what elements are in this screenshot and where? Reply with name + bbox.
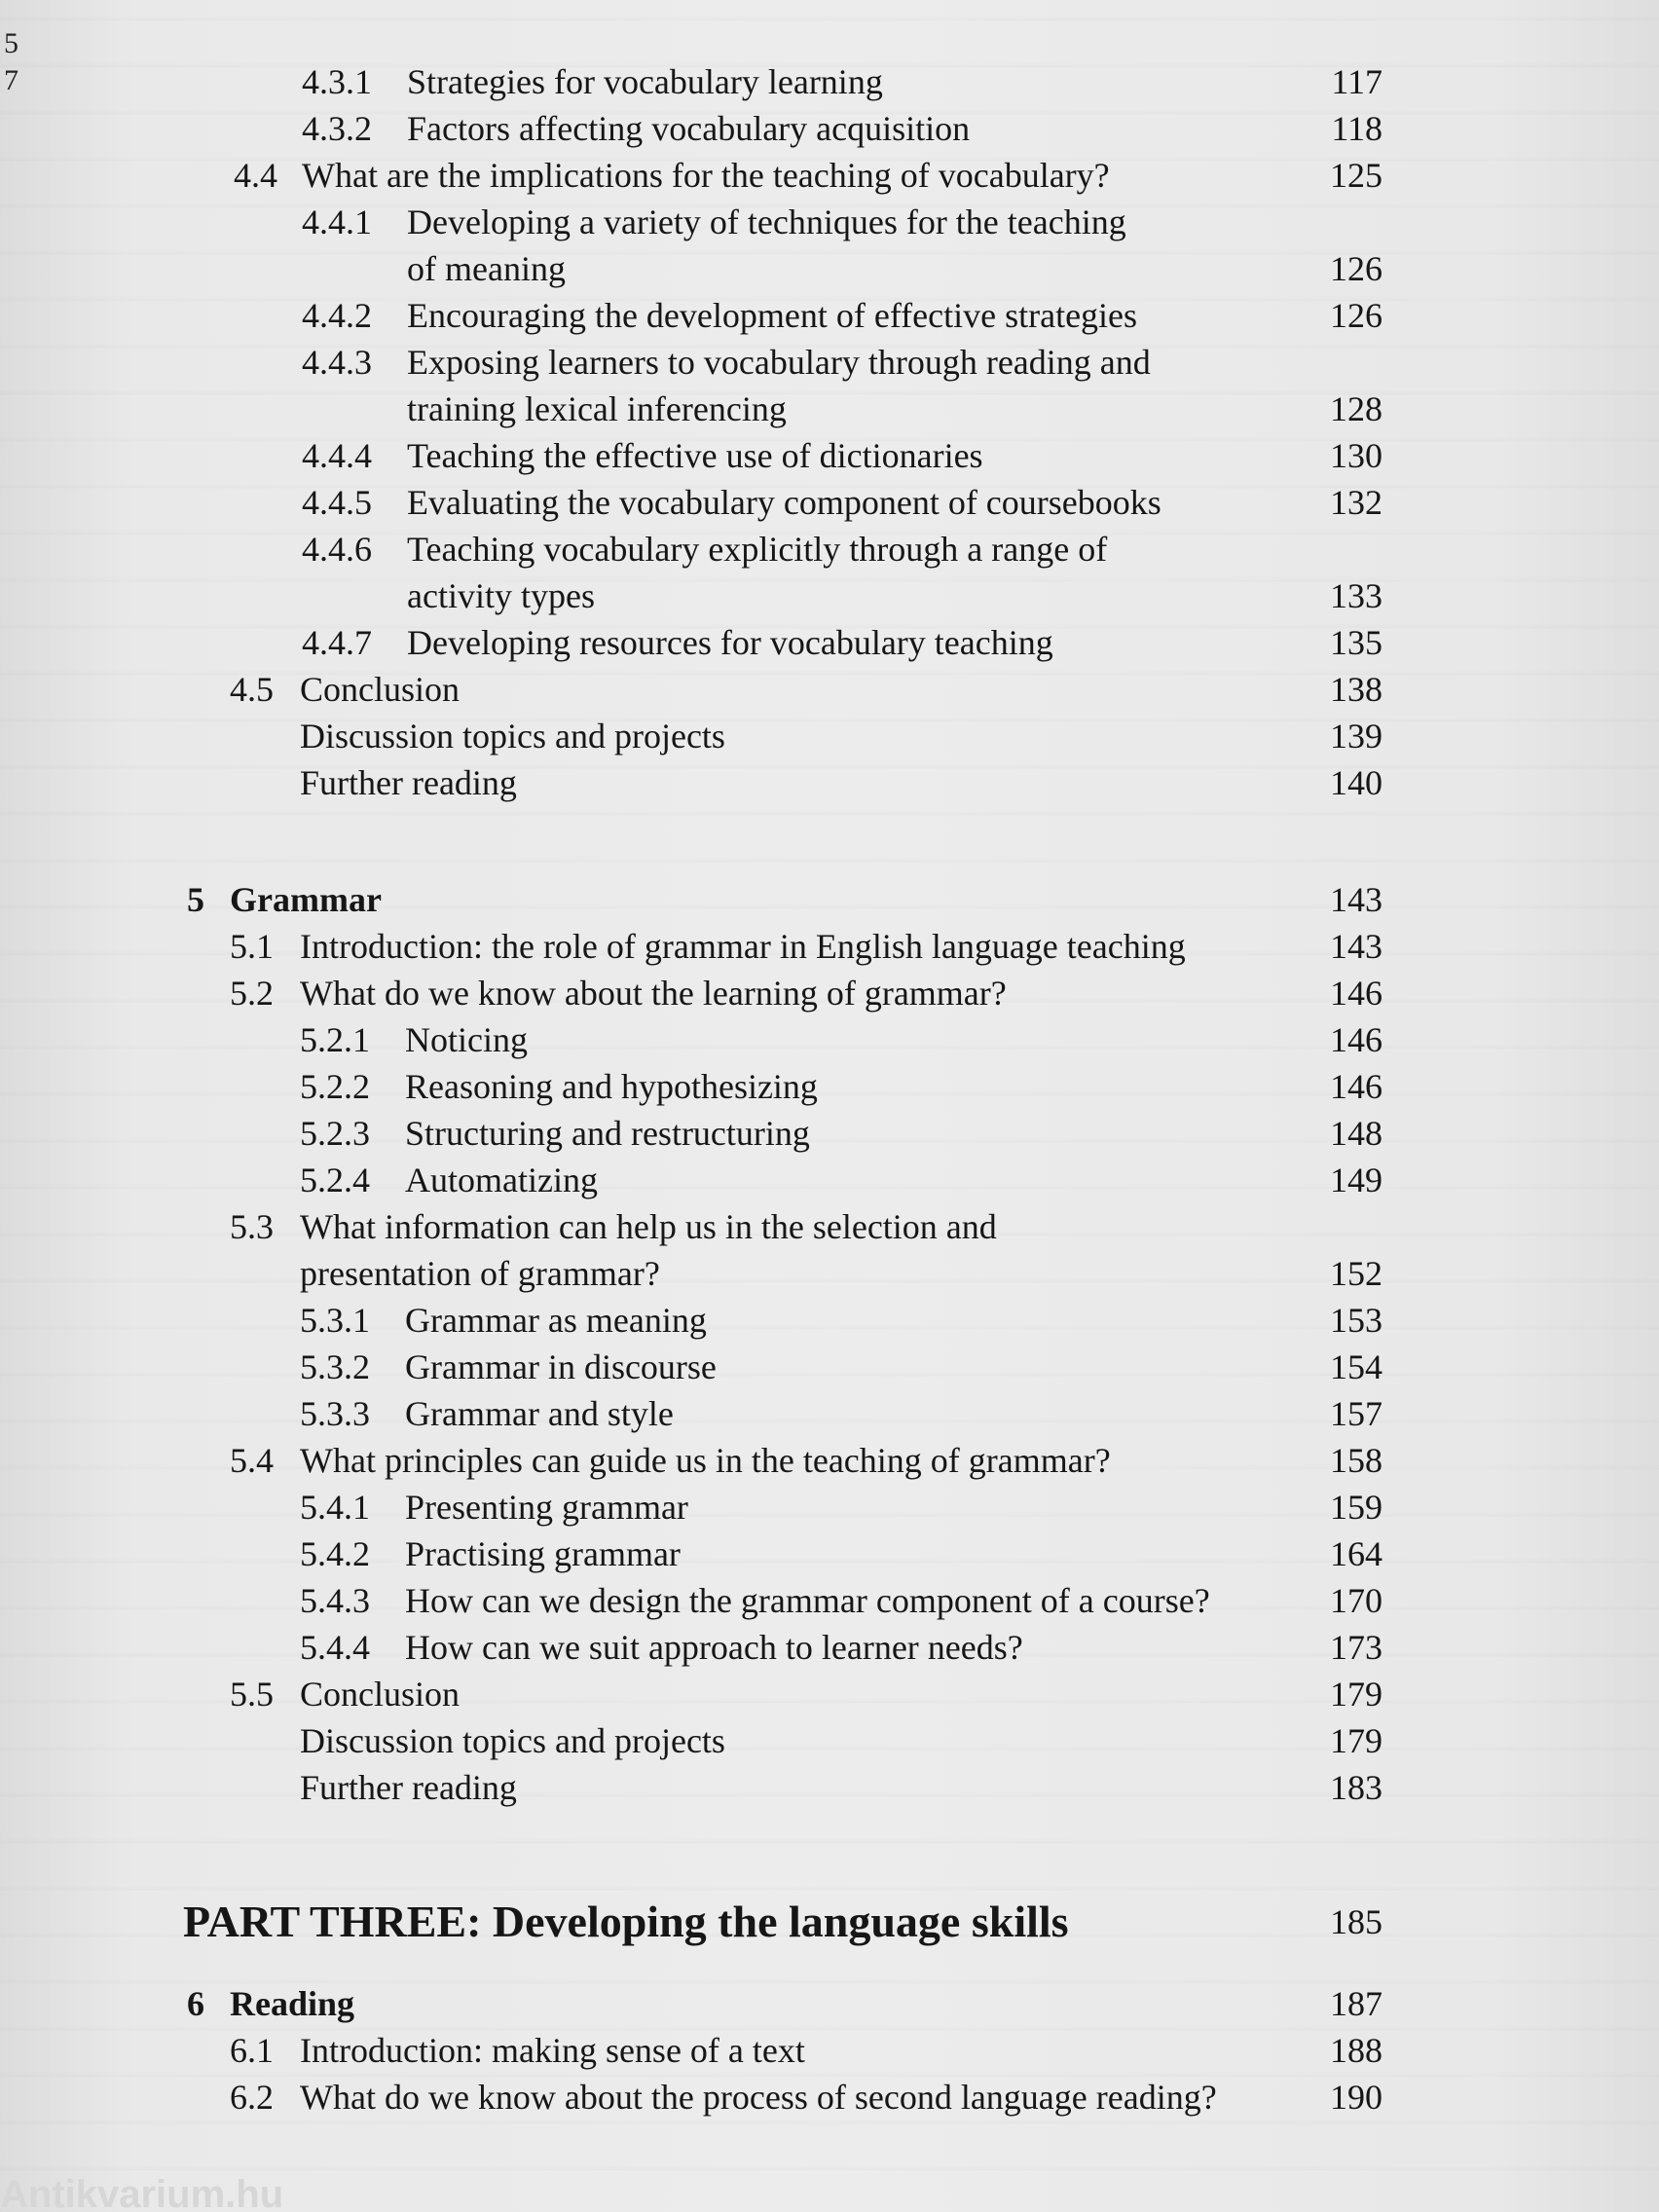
entry-number: 5.3.2: [300, 1347, 370, 1386]
toc-entry: [175, 1016, 1382, 1063]
toc-entry: [175, 1764, 1382, 1811]
toc-entry: [175, 2074, 1382, 2120]
entry-page: 187: [1330, 1984, 1382, 2023]
entry-title: What principles can guide us in the teaching of grammar?: [300, 1441, 1111, 1480]
toc-entry: [175, 1390, 1382, 1437]
toc-entry: [175, 1530, 1382, 1577]
toc-entry: [175, 1717, 1382, 1764]
entry-title: Conclusion: [300, 1675, 461, 1714]
entry-title: Grammar in discourse: [405, 1347, 717, 1386]
entry-number: 5.4: [230, 1441, 274, 1480]
entry-page: 117: [1331, 62, 1382, 101]
entry-title: training lexical inferencing: [407, 389, 787, 428]
entry-page: 143: [1330, 880, 1382, 919]
entry-number: 5.3.1: [300, 1301, 370, 1340]
entry-number: 4.3.1: [302, 62, 372, 101]
entry-number: 6.2: [230, 2078, 274, 2117]
toc-entry: [175, 1203, 1382, 1250]
entry-number: 5.4.1: [300, 1488, 370, 1527]
entry-title: Noticing: [405, 1020, 528, 1059]
entry-title: Discussion topics and projects: [300, 717, 725, 756]
toc-entry: [175, 292, 1382, 339]
toc-entry: [175, 619, 1382, 666]
entry-number: 5.4.2: [300, 1534, 370, 1573]
entry-number: 5.2: [230, 974, 274, 1013]
entry-number: 4.4.5: [302, 483, 372, 522]
table-of-contents: [175, 58, 1382, 2142]
toc-entry: [175, 1110, 1382, 1157]
entry-page: 138: [1330, 670, 1382, 709]
entry-page: 118: [1331, 109, 1382, 148]
toc-entry: [175, 199, 1382, 245]
entry-page: 164: [1330, 1534, 1382, 1573]
entry-page: 183: [1330, 1768, 1382, 1807]
entry-page: 148: [1330, 1114, 1382, 1153]
toc-entry: [175, 526, 1382, 572]
entry-page: 185: [1330, 1902, 1382, 1941]
entry-title: Evaluating the vocabulary component of coursebooks: [407, 483, 1161, 522]
toc-entry: [175, 152, 1382, 199]
entry-page: 179: [1330, 1721, 1382, 1760]
entry-page: 130: [1330, 436, 1382, 475]
entry-title: What do we know about the process of second language reading?: [300, 2078, 1217, 2117]
entry-number: 5.2.1: [300, 1020, 370, 1059]
entry-title: How can we design the grammar component of a course?: [405, 1581, 1210, 1620]
part-title: PART THREE: Developing the language skills: [183, 1897, 1069, 1946]
entry-page: 153: [1330, 1301, 1382, 1340]
entry-title: Further reading: [300, 763, 517, 802]
entry-page: 173: [1330, 1628, 1382, 1667]
entry-page: 188: [1330, 2031, 1382, 2070]
toc-entry: [175, 666, 1382, 713]
entry-title: Grammar and style: [405, 1394, 674, 1433]
chapter-heading: [175, 876, 1382, 923]
toc-entry: [175, 58, 1382, 105]
entry-number: 5.2.3: [300, 1114, 370, 1153]
margin-mark: 7: [4, 64, 18, 96]
entry-title: Conclusion: [300, 670, 461, 709]
entry-title: presentation of grammar?: [300, 1254, 660, 1293]
entry-number: 5.2.2: [300, 1067, 370, 1106]
entry-title: Grammar as meaning: [405, 1301, 707, 1340]
entry-title: Exposing learners to vocabulary through reading and: [407, 343, 1151, 382]
entry-number: 5.5: [230, 1675, 274, 1714]
entry-page: 159: [1330, 1488, 1382, 1527]
chapter-number: 5: [187, 880, 204, 919]
toc-entry: [175, 1157, 1382, 1203]
entry-page: 135: [1330, 623, 1382, 662]
entry-page: 133: [1330, 576, 1382, 615]
part-heading: [175, 1893, 1382, 1951]
entry-title: How can we suit approach to learner needs?: [405, 1628, 1023, 1667]
entry-title: Strategies for vocabulary learning: [407, 62, 883, 101]
toc-entry: [175, 923, 1382, 970]
toc-entry: [175, 1344, 1382, 1390]
toc-entry: [175, 759, 1382, 806]
toc-entry: [175, 432, 1382, 479]
entry-title: Introduction: the role of grammar in English language teaching: [300, 927, 1186, 966]
entry-title: Automatizing: [405, 1161, 598, 1199]
entry-page: 126: [1330, 296, 1382, 335]
toc-entry: [175, 970, 1382, 1016]
entry-page: 158: [1330, 1441, 1382, 1480]
entry-title: What do we know about the learning of grammar?: [300, 974, 1007, 1013]
entry-number: 5.1: [230, 927, 274, 966]
entry-page: 143: [1330, 927, 1382, 966]
entry-page: 146: [1330, 1067, 1382, 1106]
entry-number: 4.4.4: [302, 436, 372, 475]
entry-title: Teaching vocabulary explicitly through a range of: [407, 530, 1108, 569]
entry-page: 126: [1330, 249, 1382, 288]
entry-title: Developing resources for vocabulary teaching: [407, 623, 1053, 662]
entry-page: 179: [1330, 1675, 1382, 1714]
entry-title: activity types: [407, 576, 595, 615]
toc-entry: [175, 1297, 1382, 1344]
toc-entry: [175, 1671, 1382, 1717]
entry-title: Factors affecting vocabulary acquisition: [407, 109, 971, 148]
toc-entry: [175, 1437, 1382, 1484]
entry-number: 4.4.2: [302, 296, 372, 335]
entry-title: Practising grammar: [405, 1534, 681, 1573]
entry-title: of meaning: [407, 249, 566, 288]
toc-entry: [175, 339, 1382, 386]
entry-title: Presenting grammar: [405, 1488, 688, 1527]
entry-number: 5.4.4: [300, 1628, 370, 1667]
toc-entry-continuation: [175, 386, 1382, 432]
toc-entry: [175, 2027, 1382, 2074]
entry-page: 157: [1330, 1394, 1382, 1433]
entry-title: Introduction: making sense of a text: [300, 2031, 805, 2070]
entry-page: 154: [1330, 1347, 1382, 1386]
entry-title: Reasoning and hypothesizing: [405, 1067, 818, 1106]
chapter-title: Grammar: [230, 880, 382, 919]
entry-page: 132: [1330, 483, 1382, 522]
entry-number: 4.4: [234, 156, 277, 195]
entry-page: 146: [1330, 974, 1382, 1013]
entry-page: 146: [1330, 1020, 1382, 1059]
entry-page: 152: [1330, 1254, 1382, 1293]
entry-page: 170: [1330, 1581, 1382, 1620]
entry-page: 190: [1330, 2078, 1382, 2117]
toc-entry: [175, 1484, 1382, 1530]
entry-number: 5.3: [230, 1207, 274, 1246]
toc-entry: [175, 105, 1382, 152]
toc-entry: [175, 1063, 1382, 1110]
entry-number: 4.4.6: [302, 530, 372, 569]
entry-title: Developing a variety of techniques for the teaching: [407, 203, 1126, 241]
toc-entry-continuation: [175, 1250, 1382, 1297]
entry-page: 149: [1330, 1161, 1382, 1199]
entry-page: 140: [1330, 763, 1382, 802]
entry-number: 5.2.4: [300, 1161, 370, 1199]
entry-number: 6.1: [230, 2031, 274, 2070]
entry-number: 4.3.2: [302, 109, 372, 148]
entry-number: 4.4.1: [302, 203, 372, 241]
watermark: Antikvarium.hu: [0, 2173, 284, 2212]
toc-entry: [175, 479, 1382, 526]
margin-mark: 5: [4, 27, 18, 59]
toc-entry: [175, 713, 1382, 759]
chapter-heading: [175, 1980, 1382, 2027]
entry-page: 128: [1330, 389, 1382, 428]
entry-page: 125: [1330, 156, 1382, 195]
entry-title: Structuring and restructuring: [405, 1114, 810, 1153]
entry-number: 4.4.7: [302, 623, 372, 662]
entry-title: What information can help us in the selection and: [300, 1207, 997, 1246]
toc-entry: [175, 1577, 1382, 1624]
entry-title: What are the implications for the teaching of vocabulary?: [302, 156, 1110, 195]
entry-number: 5.4.3: [300, 1581, 370, 1620]
entry-number: 4.5: [230, 670, 274, 709]
entry-title: Teaching the effective use of dictionaries: [407, 436, 983, 475]
entry-title: Encouraging the development of effective strategies: [407, 296, 1138, 335]
chapter-title: Reading: [230, 1984, 355, 2023]
entry-number: 4.4.3: [302, 343, 372, 382]
toc-entry-continuation: [175, 572, 1382, 619]
chapter-number: 6: [187, 1984, 204, 2023]
entry-title: Discussion topics and projects: [300, 1721, 725, 1760]
entry-title: Further reading: [300, 1768, 517, 1807]
toc-entry-continuation: [175, 245, 1382, 292]
entry-number: 5.3.3: [300, 1394, 370, 1433]
entry-page: 139: [1330, 717, 1382, 756]
toc-entry: [175, 1624, 1382, 1671]
